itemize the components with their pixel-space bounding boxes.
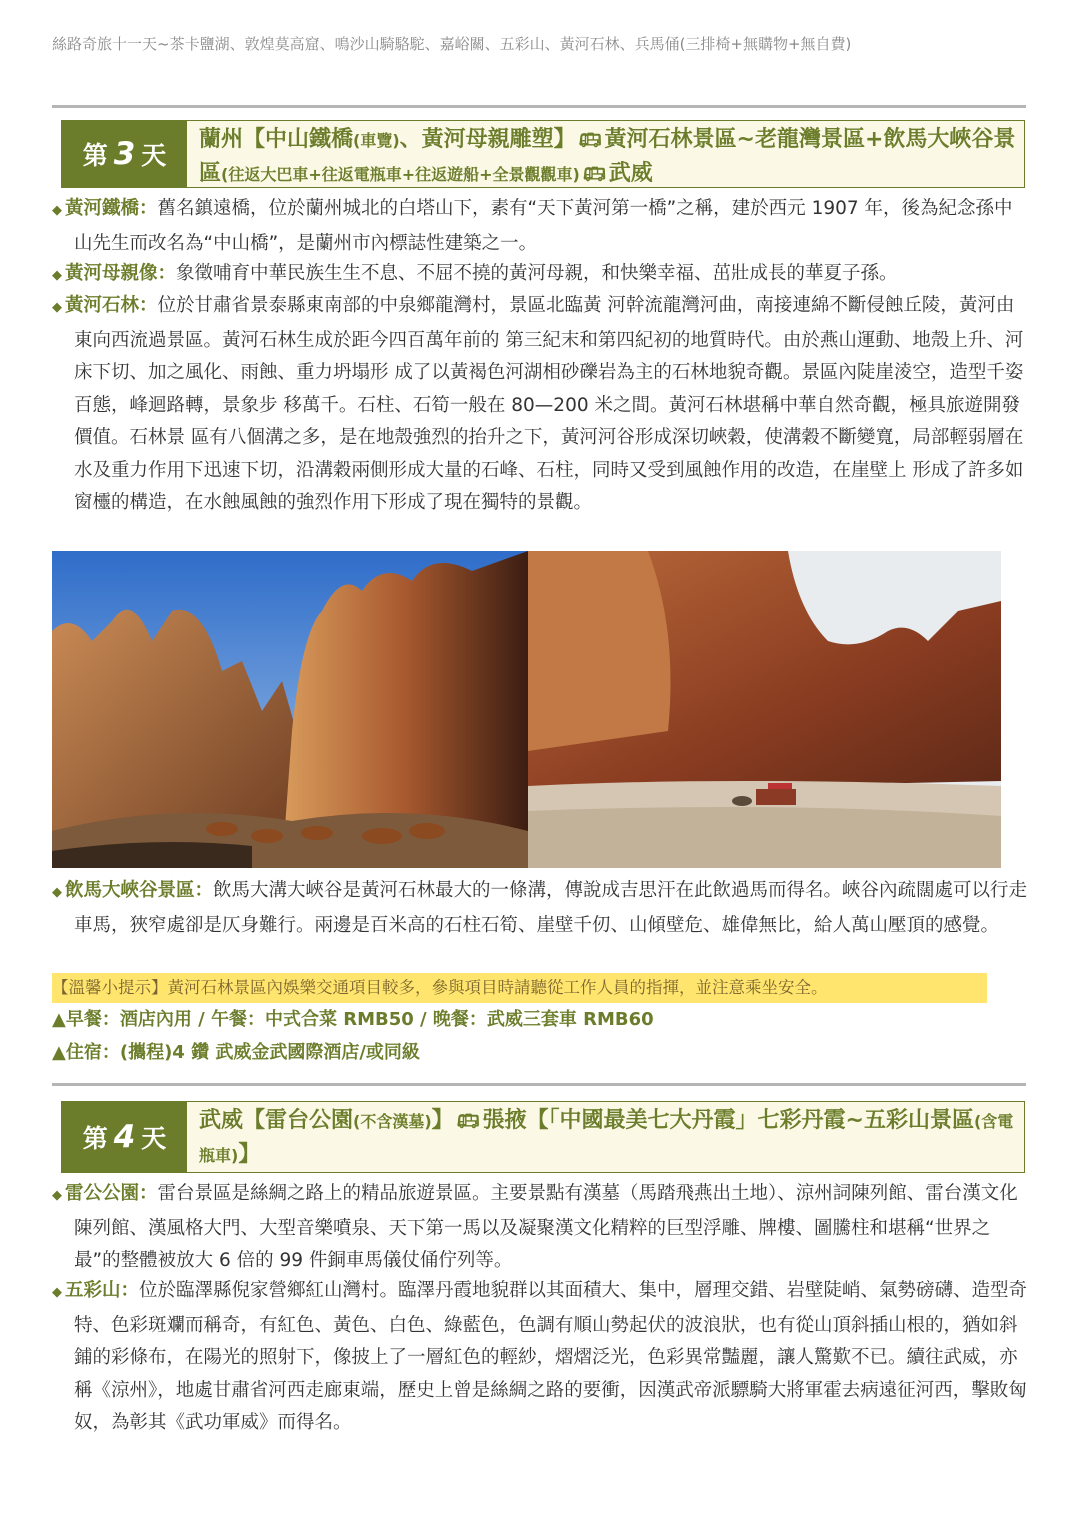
diamond-bullet-icon: ◆: [52, 203, 62, 218]
bus-icon: 🚌︎: [456, 1111, 480, 1132]
document-header: 絲路奇旅十一天~茶卡鹽湖、敦煌莫高窟、鳴沙山騎駱駝、嘉峪關、五彩山、黃河石林、兵馬俑(三排椅+無購物+無自費): [52, 35, 852, 53]
section-yinma-canyon: ◆ 飲馬大峽谷景區：飲馬大溝大峽谷是黃河石林最大的一條溝，傳說成吉思汗在此飲過馬而得名。峽谷內疏闊處可以行走車馬，狹窄處卻是仄身難行。兩邊是百米高的石柱石筍、崖壁千仞、山傾壁危、雄偉無比，給人萬山壓頂的感覺。: [52, 875, 1028, 942]
day-4-title: 武威【雷台公園(不含漢墓)】 🚌︎ 張掖【「中國最美七大丹霞」七彩丹霞~五彩山景區(含電瓶車)】: [199, 1108, 1014, 1167]
section-wucai-mountain: ◆ 五彩山：位於臨澤縣倪家營鄉紅山灣村。臨澤丹霞地貌群以其面積大、集中，層理交錯、岩壁陡峭、氣勢磅礴、造型奇特、色彩斑斕而稱奇，有紅色、黃色、白色、綠藍色，色調有順山勢起伏的波浪狀，也有從山頂斜插山根的，猶如斜鋪的彩條布，在陽光的照射下，像披上了一層紅色的輕紗，熠熠泛光，色彩異常豔麗，讓人驚歎不已。續往武威，亦稱《涼州》，地處甘肅省河西走廊東端，歷史上曾是絲綢之路的要衝，因漢武帝派驃騎大將軍霍去病遠征河西，擊敗匈奴，為彰其《武功軍威》而得名。: [52, 1275, 1028, 1440]
divider: [52, 1083, 1026, 1086]
diamond-bullet-icon: ◆: [52, 268, 62, 283]
day-4-banner: [61, 1101, 1025, 1173]
meals-info: ▲早餐：酒店內用 / 午餐：中式合菜 RMB50 / 晚餐：武威三套車 RMB60: [52, 1009, 654, 1030]
diamond-bullet-icon: ◆: [52, 1188, 62, 1203]
day-4-label: 第 4 天: [62, 1102, 187, 1172]
section-mother-statue: ◆ 黃河母親像：象徵哺育中華民族生生不息、不屈不撓的黃河母親，和快樂幸福、茁壯成長的華夏子孫。: [52, 258, 1028, 293]
hotel-info: ▲住宿：(攜程)4 鑽 武威金武國際酒店/或同級: [52, 1042, 420, 1063]
section-huanghe-bridge: ◆ 黃河鐵橋：舊名鎮遠橋，位於蘭州城北的白塔山下，素有“天下黃河第一橋”之稱，建於西元 1907 年，後為紀念孫中山先生而改名為“中山橋”，是蘭州市內標誌性建築之一。: [52, 193, 1028, 260]
section-stone-forest: ◆ 黃河石林：位於甘肅省景泰縣東南部的中泉鄉龍灣村，景區北臨黃 河幹流龍灣河曲，南接連綿不斷侵蝕丘陵，黃河由東向西流過景區。黃河石林生成於距今四百萬年前的 第三紀末和第四紀初的地質時代。由於燕山運動、地殼上升、河床下切、加之風化、雨蝕、重力坍塌形 成了以黃褐色河湖相砂礫岩為主的石林地貌奇觀。景區內陡崖淩空，造型千姿百態，峰迴路轉，景象步 移萬千。石柱、石筍一般在 80—200 米之間。黃河石林堪稱中華自然奇觀，極具旅遊開發價值。石林景 區有八個溝之多，是在地殼強烈的抬升之下，黃河河谷形成深切峽穀，使溝穀不斷變寬，局部輕弱層在 水及重力作用下迅速下切，沿溝穀兩側形成大量的石峰、石柱，同時又受到風蝕作用的改造，在崖壁上 形成了許多如窗欞的構造，在水蝕風蝕的強烈作用下形成了現在獨特的景觀。: [52, 290, 1028, 520]
canyon-cart-photo: [528, 551, 1001, 868]
travel-tip: 【溫馨小提示】黃河石林景區內娛樂交通項目較多，參與項目時請聽從工作人員的指揮，並注意乘坐安全。: [52, 973, 987, 1003]
divider: [52, 105, 1026, 108]
diamond-bullet-icon: ◆: [52, 885, 62, 900]
diamond-bullet-icon: ◆: [52, 1285, 62, 1300]
bus-icon: 🚌︎: [582, 164, 606, 185]
stone-forest-camels-photo: [52, 551, 528, 868]
section-leitai-park: ◆ 雷公公園：雷台景區是絲綢之路上的精品旅遊景區。主要景點有漢墓（馬踏飛燕出土地）、涼州詞陳列館、雷台漢文化陳列館、漢風格大門、大型音樂噴泉、天下第一馬以及凝聚漢文化精粹的巨型浮雕、牌樓、圖騰柱和堪稱“世界之最”的整體被放大 6 倍的 99 件銅車馬儀仗俑佇列等。: [52, 1178, 1028, 1278]
diamond-bullet-icon: ◆: [52, 300, 62, 315]
day-3-banner: [61, 120, 1025, 188]
day-3-title: 蘭州【中山鐵橋(車覽)、黃河母親雕塑】 🚌︎ 黃河石林景區~老龍灣景區+飲馬大峽谷景區(往返大巴車+往返電瓶車+往返遊船+全景觀觀車) 🚌︎ 武威: [199, 127, 1016, 186]
day-3-label: 第 3 天: [62, 121, 187, 187]
bus-icon: 🚌︎: [578, 130, 602, 151]
